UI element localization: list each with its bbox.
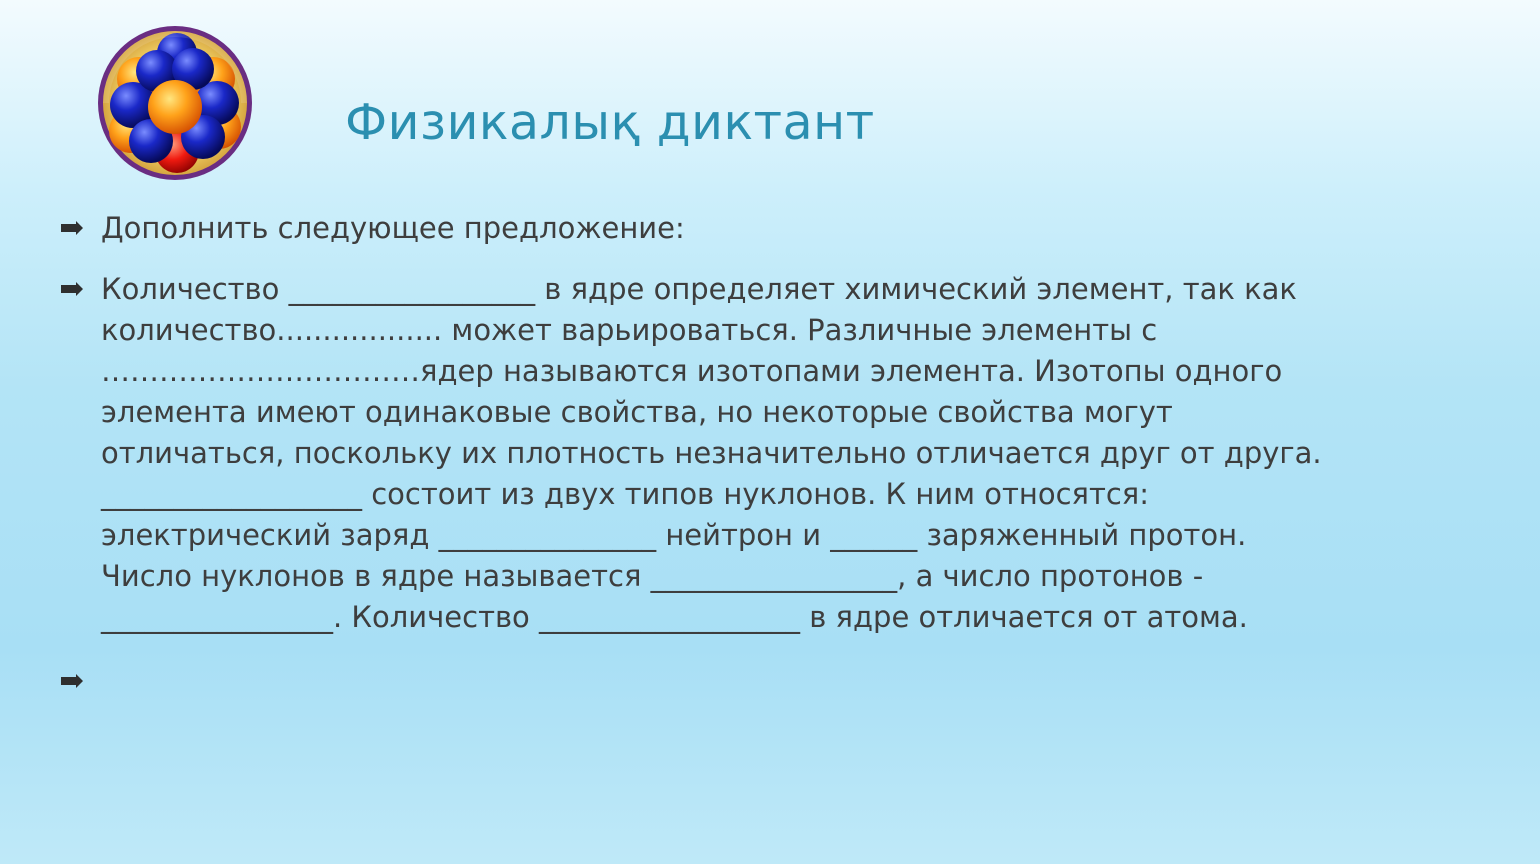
bullet-text-line: ________________. Количество __________________ в ядре отличается от атома. [101, 600, 1248, 634]
arrow-right-bullet-icon [60, 221, 84, 235]
bullet-text-line: __________________ состоит из двух типов нуклонов. К ним относятся: [101, 477, 1150, 511]
bullet-list [58, 208, 1458, 722]
bullet-text-line: Число нуклонов в ядре называется _________________, а число протонов - [101, 559, 1204, 593]
bullet-text-line: Дополнить следующее предложение: [101, 211, 685, 245]
arrow-right-bullet-icon [60, 674, 84, 688]
bullet-text-line: элемента имеют одинаковые свойства, но некоторые свойства могут [101, 395, 1173, 429]
bullet-text-line: отличаться, поскольку их плотность незначительно отличается друг от друга. [101, 436, 1322, 470]
bullet-item-instruction [58, 208, 1458, 249]
atom-nucleus-icon [95, 23, 255, 183]
bullet-text-line [101, 661, 1458, 702]
bullet-text-line: электрический заряд _______________ нейтрон и ______ заряженный протон. [101, 518, 1247, 552]
bullet-item-empty [58, 661, 1458, 702]
arrow-right-bullet-icon [60, 282, 84, 296]
bullet-item-dictation-text [58, 269, 1458, 638]
bullet-text-line: Количество _________________ в ядре определяет химический элемент, так как [101, 272, 1297, 306]
bullet-text-line: ……………………………ядер называются изотопами элемента. Изотопы одного [101, 354, 1283, 388]
bullet-text-line: количество.................. может варьироваться. Различные элементы с [101, 313, 1158, 347]
slide-title: Физикалық диктант [345, 94, 875, 151]
